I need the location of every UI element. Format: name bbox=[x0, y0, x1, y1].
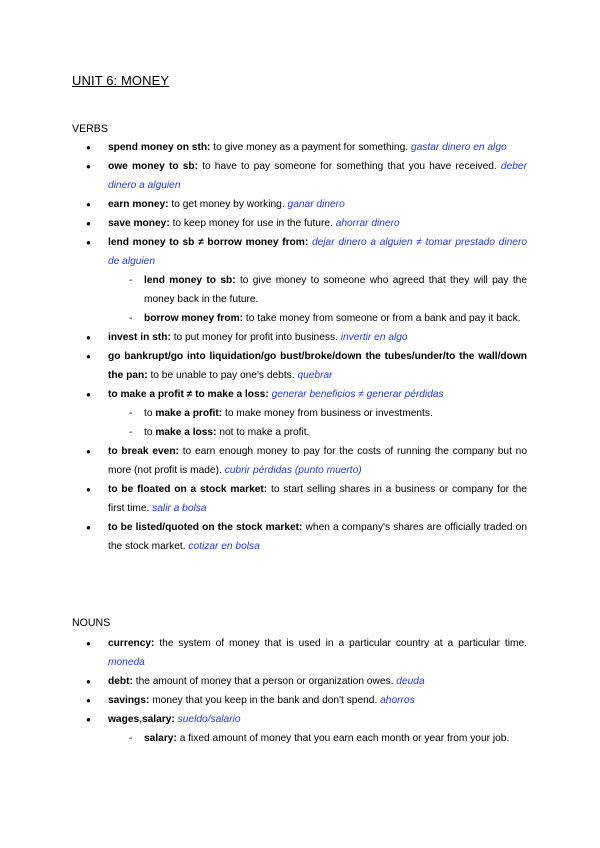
page-title: UNIT 6: MONEY bbox=[72, 73, 170, 88]
list-item bbox=[72, 328, 527, 347]
list-item bbox=[72, 195, 527, 214]
spanish-translation: generar beneficios ≠ generar pérdidas bbox=[271, 389, 444, 400]
sub-definition: a fixed amount of money that you earn each month or year from your job. bbox=[179, 733, 510, 744]
spanish-translation: moneda bbox=[108, 657, 145, 668]
term: to be floated on a stock market: bbox=[108, 484, 268, 495]
spanish-translation: quebrar bbox=[297, 370, 333, 381]
term: wages,salary: bbox=[108, 714, 175, 725]
definition: to give money as a payment for something. bbox=[213, 142, 409, 153]
spanish-translation: cubrir pérdidas (punto muerto) bbox=[224, 465, 362, 476]
term: savings: bbox=[108, 695, 150, 706]
sub-item bbox=[72, 271, 527, 309]
sub-definition: to give money to someone who agreed that they will pay the money back in the future. bbox=[144, 275, 527, 305]
sub-definition: not to make a profit. bbox=[219, 427, 310, 438]
spanish-translation: ahorrar dinero bbox=[335, 218, 400, 229]
spanish-translation: sueldo/salario bbox=[177, 714, 241, 725]
definition: to put money for profit into business. bbox=[173, 332, 338, 343]
sub-definition: to take money from someone or from a bank and pay it back. bbox=[245, 313, 521, 324]
verbs-list bbox=[72, 138, 527, 556]
term: lend money to sb ≠ borrow money from: bbox=[108, 237, 309, 248]
spanish-translation: deuda bbox=[396, 676, 425, 687]
definition: to start selling shares in a business or company for the first time. bbox=[108, 484, 527, 514]
list-item bbox=[72, 518, 527, 556]
term: debt: bbox=[108, 676, 133, 687]
term: currency: bbox=[108, 638, 155, 649]
sub-term: salary: bbox=[144, 733, 177, 744]
nouns-list bbox=[72, 634, 527, 748]
list-item bbox=[72, 233, 527, 271]
sub-term: lend money to sb: bbox=[144, 275, 236, 286]
spanish-translation: salir a bolsa bbox=[152, 503, 207, 514]
list-item bbox=[72, 691, 527, 710]
sub-definition: to make money from business or investments. bbox=[224, 408, 433, 419]
term: invest in sth: bbox=[108, 332, 171, 343]
spanish-translation: deber dinero a alguien bbox=[108, 161, 527, 191]
verbs-heading: VERBS bbox=[72, 123, 108, 135]
definition: the system of money that is used in a particular country at a particular time. bbox=[159, 638, 527, 649]
sub-item bbox=[72, 404, 527, 423]
list-item bbox=[72, 138, 527, 157]
definition: to have to pay someone for something that you have received. bbox=[202, 161, 497, 172]
term: spend money on sth: bbox=[108, 142, 211, 153]
sub-prefix: to bbox=[144, 427, 156, 438]
definition: when a company's shares are officially traded on the stock market. bbox=[108, 522, 527, 552]
term: owe money to sb: bbox=[108, 161, 198, 172]
sub-prefix: to bbox=[144, 408, 156, 419]
list-item bbox=[72, 385, 527, 404]
sub-term: make a loss: bbox=[155, 427, 217, 438]
definition: to keep money for use in the future. bbox=[172, 218, 333, 229]
spanish-translation: ganar dinero bbox=[287, 199, 345, 210]
definition: to earn enough money to pay for the costs of running the company but no more (not profit is made). bbox=[108, 446, 527, 476]
list-item bbox=[72, 480, 527, 518]
list-item bbox=[72, 672, 527, 691]
spanish-translation: gastar dinero en algo bbox=[410, 142, 507, 153]
list-item bbox=[72, 214, 527, 233]
spanish-translation: dejar dinero a alguien ≠ tomar prestado dinero de alguien bbox=[108, 237, 528, 267]
nouns-heading: NOUNS bbox=[72, 617, 111, 629]
sub-item bbox=[72, 729, 527, 748]
sub-item bbox=[72, 423, 527, 442]
sub-item bbox=[72, 309, 527, 328]
spanish-translation: ahorros bbox=[380, 695, 415, 706]
list-item bbox=[72, 157, 527, 195]
spanish-translation: cotizar en bolsa bbox=[188, 541, 260, 552]
definition: to get money by working. bbox=[171, 199, 285, 210]
definition: money that you keep in the bank and don't spend. bbox=[152, 695, 378, 706]
list-item bbox=[72, 442, 527, 480]
list-item bbox=[72, 347, 527, 385]
list-item bbox=[72, 710, 527, 729]
sub-term: make a profit: bbox=[155, 408, 223, 419]
term: earn money: bbox=[108, 199, 169, 210]
term: save money: bbox=[108, 218, 170, 229]
term: to be listed/quoted on the stock market: bbox=[108, 522, 303, 533]
term: to make a profit ≠ to make a loss: bbox=[108, 389, 269, 400]
definition: to be unable to pay one's debts. bbox=[150, 370, 295, 381]
list-item bbox=[72, 634, 527, 672]
term: go bankrupt/go into liquidation/go bust/broke/down the tubes/under/to the wall/down the pan: bbox=[108, 351, 527, 381]
term: to break even: bbox=[108, 446, 179, 457]
sub-term: borrow money from: bbox=[144, 313, 244, 324]
definition: the amount of money that a person or organization owes. bbox=[135, 676, 394, 687]
spanish-translation: invertir en algo bbox=[340, 332, 408, 343]
